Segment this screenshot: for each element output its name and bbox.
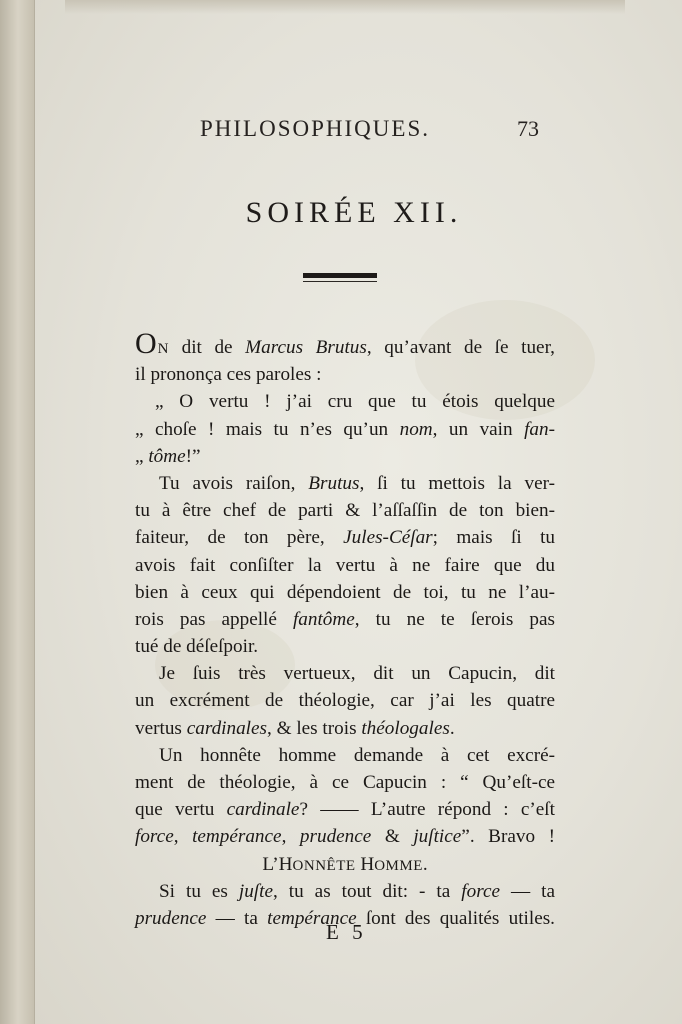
text-segment: N: [157, 341, 170, 357]
text-segment: Je ſuis très vertueux, dit un Capucin, dit: [159, 663, 555, 685]
text-segment: un excrément de théologie, car j’ai les quatre: [135, 690, 555, 712]
text-segment: juſte: [238, 880, 273, 902]
text-segment: , un vain: [432, 418, 525, 440]
text-segment: Un honnête homme demande à cet excré-: [159, 744, 555, 766]
text-segment: OMME: [374, 857, 423, 874]
text-segment: ment de théologie, à ce Capucin : “ Qu’eſt-ce: [135, 772, 555, 793]
running-head-title: PHILOSOPHIQUES.: [200, 116, 430, 141]
text-segment: prudence: [135, 907, 207, 929]
text-line: [135, 769, 555, 796]
text-line: [135, 579, 555, 606]
text-segment: „: [135, 445, 149, 467]
text-segment: cardinale: [226, 799, 300, 821]
text-segment: .: [422, 853, 428, 875]
text-segment: faiteur, de ton père,: [135, 527, 344, 549]
text-line: [135, 742, 555, 769]
text-segment: tu à être chef de parti & l’aſſaſſin de ton bien-: [135, 500, 555, 522]
text-segment: „ choſe ! mais tu n’es qu’un: [135, 418, 400, 440]
text-line: [135, 878, 555, 905]
text-segment: , & les trois: [267, 717, 362, 739]
text-line: [135, 361, 555, 388]
text-line: [135, 416, 555, 443]
text-segment: Si tu es: [159, 880, 239, 902]
text-line: [135, 687, 555, 714]
text-segment: fantôme: [292, 608, 355, 630]
text-segment: — ta: [206, 907, 268, 929]
text-segment: Brutus: [308, 472, 360, 494]
text-line: [135, 660, 555, 687]
text-segment: , tu ne te ſerois pas: [354, 608, 555, 630]
text-line: [135, 823, 555, 850]
text-line: [135, 443, 555, 470]
text-segment: , ſi tu mettois la ver-: [359, 472, 555, 494]
section-heading: SOIRÉE XII.: [245, 196, 463, 229]
text-segment: Marcus Brutus: [245, 337, 367, 358]
text-line: [135, 552, 555, 579]
text-segment: — ta: [499, 880, 555, 902]
rule-thick-bar: [303, 273, 377, 278]
text-segment: prudence: [299, 826, 372, 848]
text-segment: ſont des qualités utiles.: [356, 907, 555, 929]
text-line: [135, 606, 555, 633]
text-segment: „ O vertu ! j’ai cru que tu étois quelque: [155, 391, 555, 413]
text-segment: théologales: [361, 717, 450, 739]
text-line: [135, 524, 555, 551]
text-segment: nom: [399, 418, 433, 440]
text-line: [135, 388, 555, 415]
text-segment: ”. Bravo !: [461, 826, 555, 848]
text-segment: .: [449, 717, 455, 739]
page-top-fold: [65, 0, 625, 14]
text-segment: ; mais ſi tu: [432, 527, 555, 549]
text-line: [135, 851, 555, 878]
text-line: [135, 796, 555, 823]
text-segment: cardinales: [186, 717, 267, 739]
text-segment: force: [135, 826, 174, 848]
text-line: [135, 470, 555, 497]
text-segment: ONNÊTE: [292, 857, 356, 874]
text-segment: juſtice: [413, 826, 462, 848]
body-text: [135, 327, 555, 932]
text-line: [135, 497, 555, 524]
text-line: [135, 633, 555, 660]
text-segment: ,: [281, 826, 300, 848]
text-segment: il prononça ces paroles :: [135, 364, 322, 386]
text-segment: tempérance: [267, 907, 357, 929]
text-segment: ,: [173, 826, 193, 848]
text-segment: bien à ceux qui dépendoient de toi, tu ne l’au-: [135, 581, 555, 603]
text-segment: que vertu: [135, 799, 227, 821]
ornamental-rule: [303, 273, 377, 283]
text-segment: !”: [185, 445, 201, 467]
text-segment: avois fait conſiſter la vertu à ne faire que du: [135, 554, 555, 576]
text-segment: , tu as tout dit: - ta: [272, 880, 462, 902]
text-segment: tué de déſeſpoir.: [135, 636, 259, 658]
rule-thin-bar: [303, 281, 377, 282]
text-segment: ? —— L’autre répond : c’eſt: [299, 799, 555, 821]
text-segment: Tu avois raiſon,: [159, 472, 309, 494]
text-segment: rois pas appellé: [135, 608, 293, 630]
text-segment: tôme: [148, 445, 186, 467]
text-segment: H: [355, 853, 375, 875]
text-segment: vertus: [135, 717, 187, 739]
text-segment: &: [371, 826, 414, 848]
page-number: 73: [517, 116, 539, 141]
text-segment: fan-: [524, 418, 555, 440]
text-segment: L’H: [262, 853, 293, 875]
text-segment: tempérance: [192, 826, 282, 848]
signature-mark: E 5: [326, 920, 367, 944]
initial-capital: O: [135, 327, 158, 360]
text-segment: Jules-Céſar: [343, 527, 433, 549]
text-line: [135, 327, 555, 361]
text-segment: dit de: [169, 337, 246, 358]
text-segment: , qu’avant de ſe tuer,: [366, 337, 555, 358]
running-head: [0, 112, 682, 148]
text-segment: force: [461, 880, 500, 902]
text-line: [135, 715, 555, 742]
